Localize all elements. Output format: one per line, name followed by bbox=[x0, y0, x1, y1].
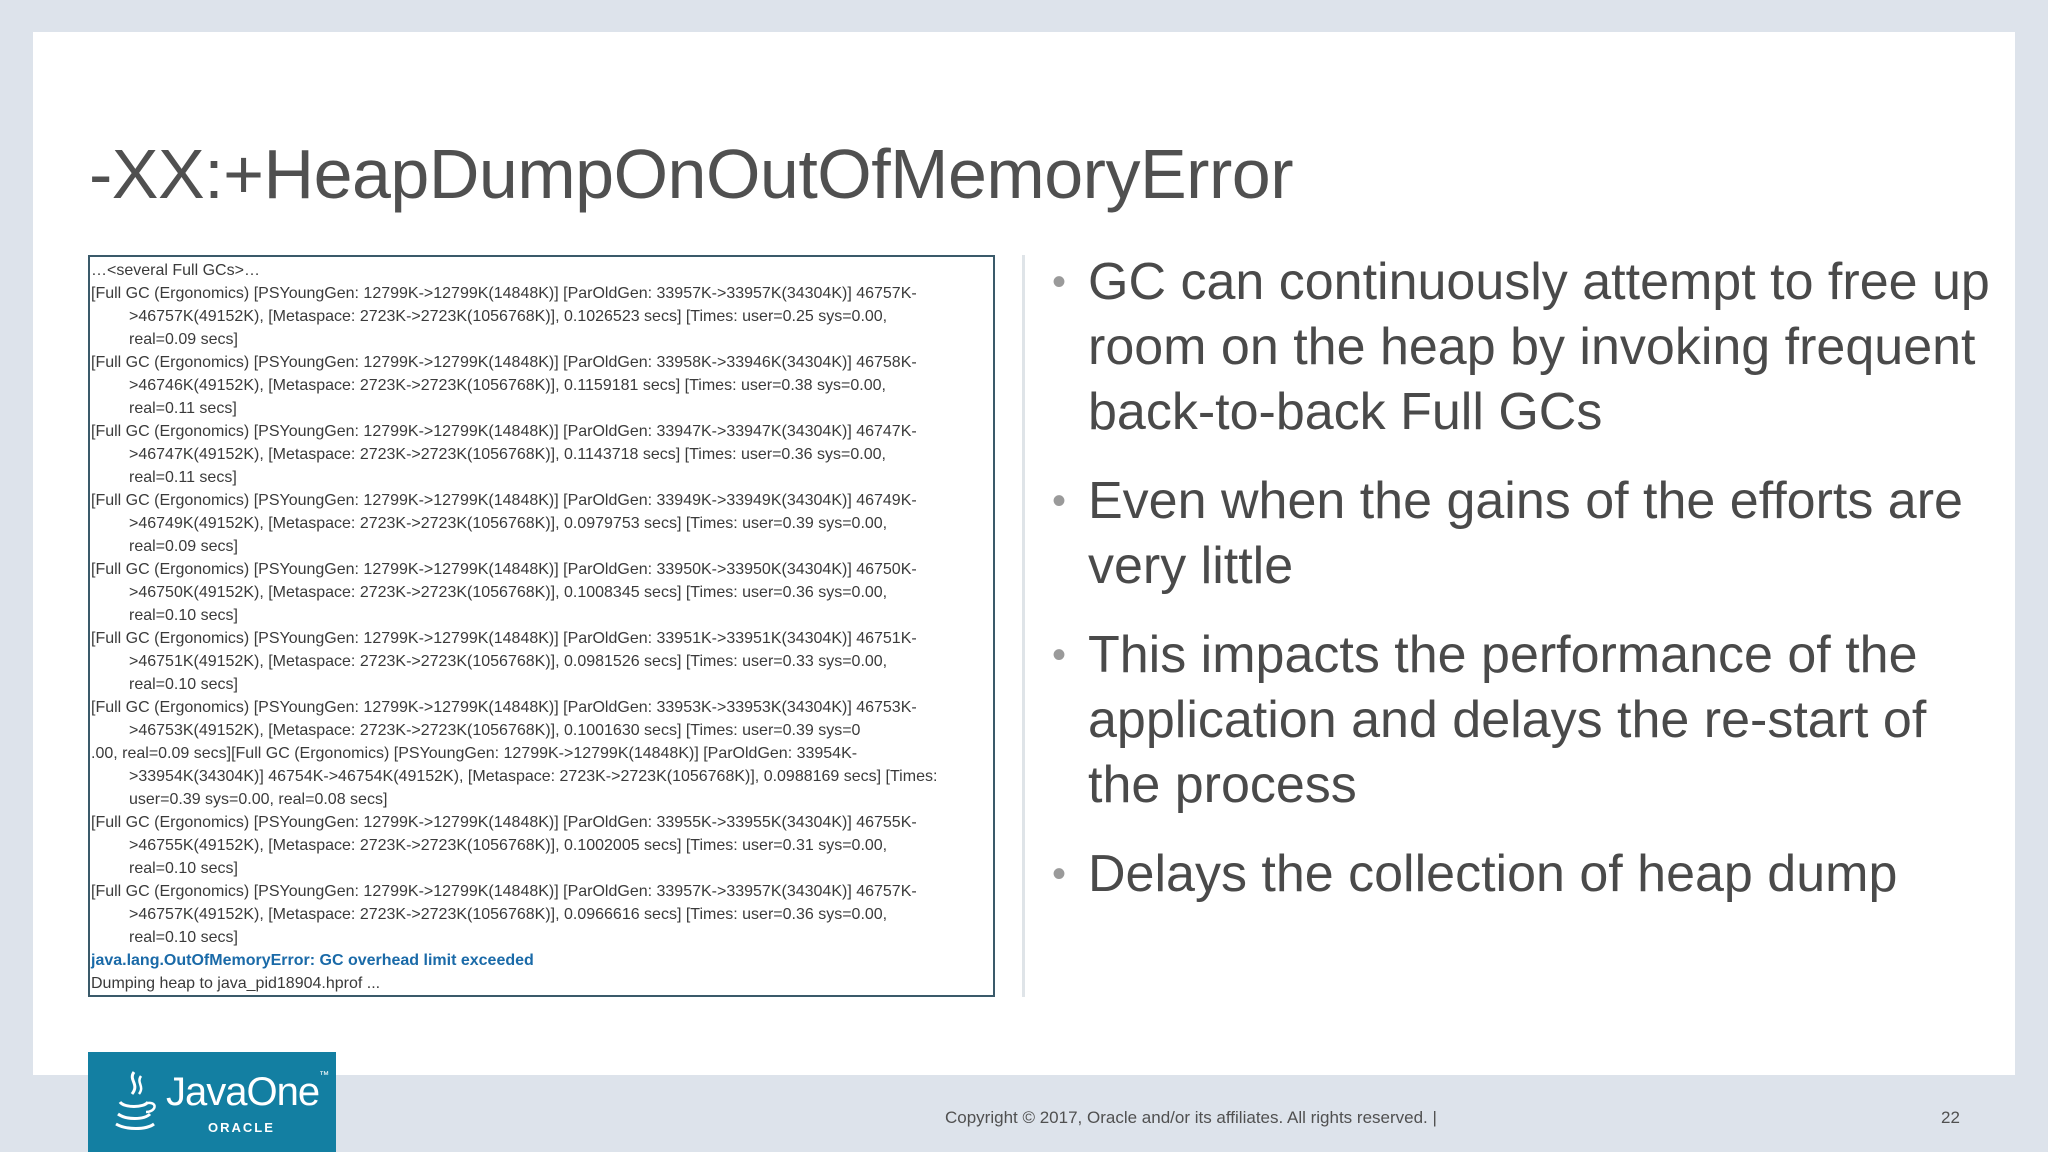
log-line: >46757K(49152K), [Metaspace: 2723K->2723K(1056768K)], 0.1026523 secs] [Times: user=0.25 sys=0.00, bbox=[129, 308, 888, 325]
log-line: …<several Full GCs>… bbox=[91, 262, 260, 279]
log-error-line: java.lang.OutOfMemoryError: GC overhead limit exceeded bbox=[91, 952, 534, 969]
bullet-list bbox=[1052, 250, 2002, 931]
slide-title: -XX:+HeapDumpOnOutOfMemoryError bbox=[89, 135, 1294, 213]
javaone-logo bbox=[88, 1052, 336, 1152]
copyright-text: Copyright © 2017, Oracle and/or its affiliates. All rights reserved. | bbox=[945, 1108, 1437, 1127]
log-line: real=0.10 secs] bbox=[129, 676, 238, 693]
log-line: >46747K(49152K), [Metaspace: 2723K->2723K(1056768K)], 0.1143718 secs] [Times: user=0.36 sys=0.00, bbox=[129, 446, 886, 463]
log-line: real=0.09 secs] bbox=[129, 331, 238, 348]
log-line: [Full GC (Ergonomics) [PSYoungGen: 12799K->12799K(14848K)] [ParOldGen: 33949K->33949K(34304K)] 46749K- bbox=[91, 492, 917, 509]
log-line: [Full GC (Ergonomics) [PSYoungGen: 12799K->12799K(14848K)] [ParOldGen: 33951K->33951K(34304K)] 46751K- bbox=[91, 630, 917, 647]
log-line: >46755K(49152K), [Metaspace: 2723K->2723K(1056768K)], 0.1002005 secs] [Times: user=0.31 sys=0.00, bbox=[129, 837, 888, 854]
column-divider bbox=[1022, 255, 1025, 997]
log-line: real=0.09 secs] bbox=[129, 538, 238, 555]
log-line: real=0.10 secs] bbox=[129, 860, 238, 877]
log-line: [Full GC (Ergonomics) [PSYoungGen: 12799K->12799K(14848K)] [ParOldGen: 33958K->33946K(34304K)] 46758K- bbox=[91, 354, 917, 371]
log-line: Dumping heap to java_pid18904.hprof ... bbox=[91, 975, 381, 992]
java-cup-icon bbox=[114, 1068, 158, 1138]
log-line: [Full GC (Ergonomics) [PSYoungGen: 12799K->12799K(14848K)] [ParOldGen: 33957K->33957K(34304K)] 46757K- bbox=[91, 285, 917, 302]
page-number: 22 bbox=[1941, 1108, 1960, 1127]
log-line: .00, real=0.09 secs][Full GC (Ergonomics) [PSYoungGen: 12799K->12799K(14848K)] [ParOldGen: 33954K- bbox=[91, 745, 858, 762]
bullet-item: • This impacts the performance of the application and delays the re-start of the process bbox=[1052, 623, 2002, 818]
gc-log-box bbox=[88, 255, 995, 997]
log-line: real=0.11 secs] bbox=[129, 469, 237, 486]
log-line: >46753K(49152K), [Metaspace: 2723K->2723K(1056768K)], 0.1001630 secs] [Times: user=0.39 sys=0 bbox=[129, 722, 861, 739]
log-line: >46746K(49152K), [Metaspace: 2723K->2723K(1056768K)], 0.1159181 secs] [Times: user=0.38 sys=0.00, bbox=[129, 377, 886, 394]
bullet-item: • GC can continuously attempt to free up room on the heap by invoking frequent back-to-back Full GCs bbox=[1052, 250, 2002, 445]
log-line: >46749K(49152K), [Metaspace: 2723K->2723K(1056768K)], 0.0979753 secs] [Times: user=0.39 sys=0.00, bbox=[129, 515, 888, 532]
bullet-item: • Delays the collection of heap dump bbox=[1052, 842, 2002, 907]
logo-brand: JavaOne™ bbox=[166, 1070, 330, 1114]
log-line: [Full GC (Ergonomics) [PSYoungGen: 12799K->12799K(14848K)] [ParOldGen: 33955K->33955K(34304K)] 46755K- bbox=[91, 814, 917, 831]
log-line: real=0.10 secs] bbox=[129, 607, 238, 624]
log-line: [Full GC (Ergonomics) [PSYoungGen: 12799K->12799K(14848K)] [ParOldGen: 33953K->33953K(34304K)] 46753K- bbox=[91, 699, 917, 716]
logo-oracle: ORACLE bbox=[208, 1120, 275, 1135]
log-line: >46757K(49152K), [Metaspace: 2723K->2723K(1056768K)], 0.0966616 secs] [Times: user=0.36 sys=0.00, bbox=[129, 906, 888, 923]
log-line: user=0.39 sys=0.00, real=0.08 secs] bbox=[129, 791, 388, 808]
bullet-item: • Even when the gains of the efforts are very little bbox=[1052, 469, 2002, 599]
log-line: >46750K(49152K), [Metaspace: 2723K->2723K(1056768K)], 0.1008345 secs] [Times: user=0.36 sys=0.00, bbox=[129, 584, 888, 601]
log-line: >33954K(34304K)] 46754K->46754K(49152K), [Metaspace: 2723K->2723K(1056768K)], 0.0988169 secs] [Times: bbox=[129, 768, 938, 785]
log-line: real=0.10 secs] bbox=[129, 929, 238, 946]
log-line: >46751K(49152K), [Metaspace: 2723K->2723K(1056768K)], 0.0981526 secs] [Times: user=0.33 sys=0.00, bbox=[129, 653, 888, 670]
log-line: [Full GC (Ergonomics) [PSYoungGen: 12799K->12799K(14848K)] [ParOldGen: 33950K->33950K(34304K)] 46750K- bbox=[91, 561, 917, 578]
log-line: [Full GC (Ergonomics) [PSYoungGen: 12799K->12799K(14848K)] [ParOldGen: 33947K->33947K(34304K)] 46747K- bbox=[91, 423, 917, 440]
log-line: real=0.11 secs] bbox=[129, 400, 237, 417]
log-line: [Full GC (Ergonomics) [PSYoungGen: 12799K->12799K(14848K)] [ParOldGen: 33957K->33957K(34304K)] 46757K- bbox=[91, 883, 917, 900]
